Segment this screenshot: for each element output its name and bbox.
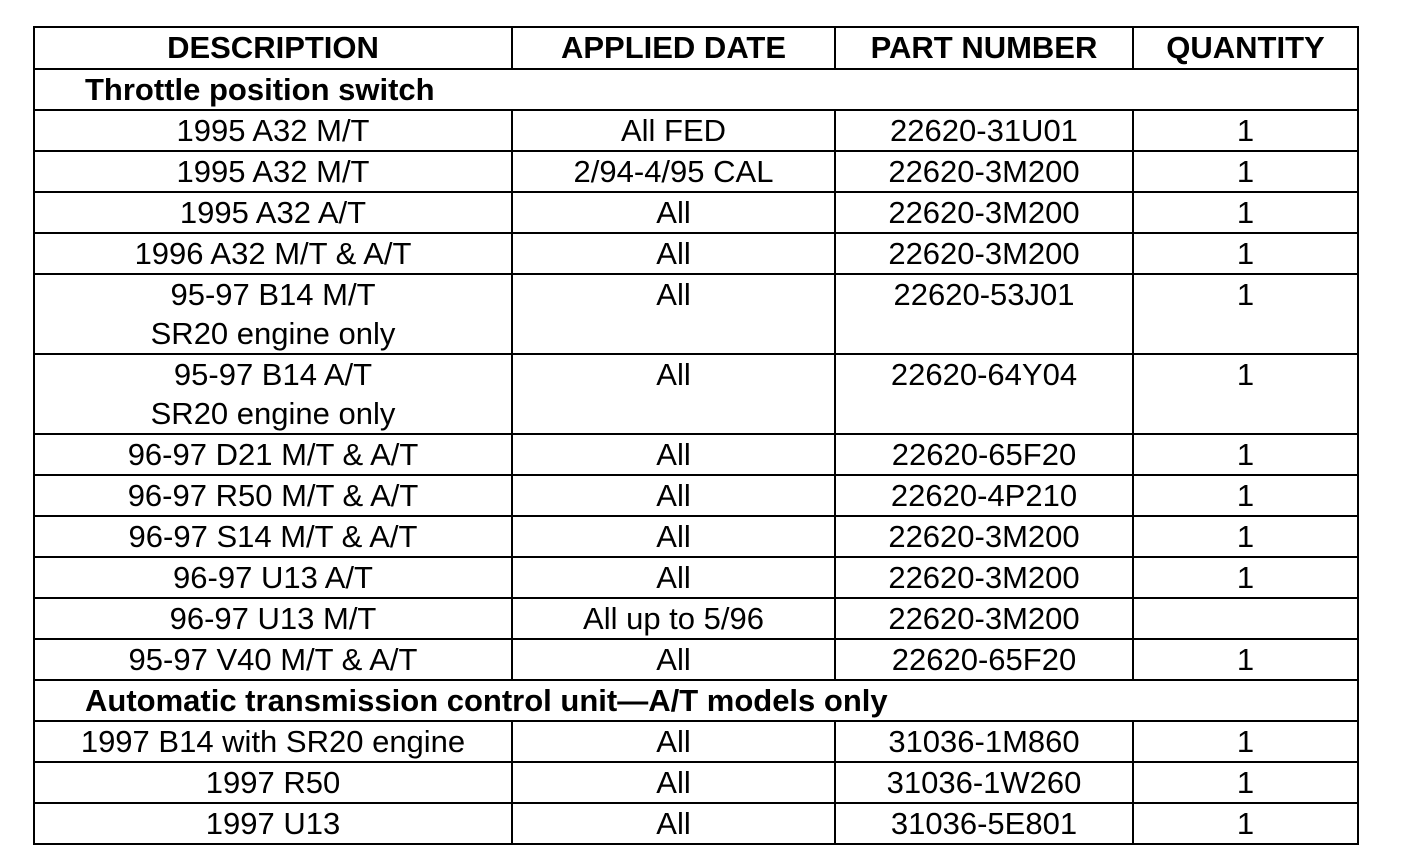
cell-part-number: 31036-5E801: [835, 803, 1133, 844]
section-title: Automatic transmission control unit—A/T models only: [34, 680, 1358, 721]
description-line: 95-97 B14 A/T: [173, 357, 373, 392]
description-line: 96-97 U13 M/T: [169, 601, 377, 636]
section-row: [34, 680, 1358, 721]
table-row: [34, 598, 1358, 639]
cell-quantity: 1: [1133, 354, 1358, 434]
table-row: [34, 233, 1358, 274]
cell-part-number: 22620-3M200: [835, 516, 1133, 557]
section-title: Throttle position switch: [34, 69, 1358, 110]
cell-applied-date: All up to 5/96: [512, 598, 835, 639]
cell-part-number: 22620-3M200: [835, 598, 1133, 639]
header-row: [34, 27, 1358, 69]
cell-description: [34, 598, 512, 639]
header-part-number: PART NUMBER: [835, 27, 1133, 69]
cell-description: [34, 354, 512, 434]
cell-description: [34, 721, 512, 762]
cell-part-number: 22620-31U01: [835, 110, 1133, 151]
cell-applied-date: All: [512, 233, 835, 274]
table-row: [34, 274, 1358, 354]
cell-description: [34, 639, 512, 680]
description-line: 1997 B14 with SR20 engine: [80, 724, 466, 759]
cell-applied-date: All: [512, 434, 835, 475]
description-line: 96-97 R50 M/T & A/T: [127, 478, 419, 513]
cell-applied-date: All: [512, 557, 835, 598]
section-row: [34, 69, 1358, 110]
cell-part-number: 22620-64Y04: [835, 354, 1133, 434]
cell-applied-date: All: [512, 639, 835, 680]
parts-table: [33, 26, 1359, 845]
cell-quantity: 1: [1133, 557, 1358, 598]
cell-quantity: 1: [1133, 516, 1358, 557]
table-row: [34, 354, 1358, 434]
cell-applied-date: All: [512, 354, 835, 434]
table-row: [34, 557, 1358, 598]
cell-quantity: 1: [1133, 192, 1358, 233]
table-row: [34, 475, 1358, 516]
description-line: SR20 engine only: [150, 396, 396, 431]
cell-quantity: 1: [1133, 721, 1358, 762]
cell-description: [34, 516, 512, 557]
description-line: 1997 U13: [205, 806, 341, 841]
cell-part-number: 22620-65F20: [835, 434, 1133, 475]
cell-quantity: 1: [1133, 762, 1358, 803]
table-row: [34, 762, 1358, 803]
cell-part-number: 31036-1M860: [835, 721, 1133, 762]
description-line: 1996 A32 M/T & A/T: [134, 236, 412, 271]
cell-quantity: 1: [1133, 151, 1358, 192]
header-quantity: QUANTITY: [1133, 27, 1358, 69]
cell-quantity: 1: [1133, 803, 1358, 844]
cell-description: [34, 151, 512, 192]
description-line: 96-97 U13 A/T: [173, 560, 373, 595]
table-row: [34, 151, 1358, 192]
table-body: [34, 69, 1358, 844]
cell-description: [34, 192, 512, 233]
cell-part-number: 22620-65F20: [835, 639, 1133, 680]
table-row: [34, 803, 1358, 844]
description-line: 96-97 D21 M/T & A/T: [127, 437, 419, 472]
header-description: DESCRIPTION: [34, 27, 512, 69]
description-line: 95-97 B14 M/T: [170, 277, 376, 312]
cell-part-number: 22620-4P210: [835, 475, 1133, 516]
cell-quantity: [1133, 598, 1358, 639]
description-line: 95-97 V40 M/T & A/T: [128, 642, 418, 677]
cell-description: [34, 475, 512, 516]
cell-description: [34, 762, 512, 803]
cell-applied-date: All: [512, 516, 835, 557]
cell-quantity: 1: [1133, 639, 1358, 680]
table-row: [34, 110, 1358, 151]
table-row: [34, 639, 1358, 680]
cell-quantity: 1: [1133, 434, 1358, 475]
description-line: SR20 engine only: [150, 316, 396, 351]
description-line: 1995 A32 M/T: [176, 154, 370, 189]
description-line: 96-97 S14 M/T & A/T: [128, 519, 418, 554]
cell-applied-date: All: [512, 762, 835, 803]
header-applied-date: APPLIED DATE: [512, 27, 835, 69]
cell-quantity: 1: [1133, 274, 1358, 354]
cell-applied-date: All: [512, 803, 835, 844]
cell-description: [34, 110, 512, 151]
table-row: [34, 192, 1358, 233]
cell-part-number: 22620-3M200: [835, 233, 1133, 274]
cell-description: [34, 434, 512, 475]
cell-part-number: 22620-3M200: [835, 557, 1133, 598]
cell-part-number: 22620-3M200: [835, 192, 1133, 233]
table-row: [34, 434, 1358, 475]
cell-description: [34, 803, 512, 844]
cell-quantity: 1: [1133, 233, 1358, 274]
description-line: 1995 A32 M/T: [176, 113, 370, 148]
cell-applied-date: All: [512, 721, 835, 762]
cell-quantity: 1: [1133, 110, 1358, 151]
table-row: [34, 516, 1358, 557]
cell-quantity: 1: [1133, 475, 1358, 516]
cell-part-number: 22620-53J01: [835, 274, 1133, 354]
cell-description: [34, 557, 512, 598]
cell-part-number: 22620-3M200: [835, 151, 1133, 192]
cell-applied-date: All: [512, 475, 835, 516]
cell-applied-date: All: [512, 274, 835, 354]
cell-part-number: 31036-1W260: [835, 762, 1133, 803]
cell-applied-date: All FED: [512, 110, 835, 151]
description-line: 1997 R50: [205, 765, 341, 800]
cell-description: [34, 233, 512, 274]
cell-description: [34, 274, 512, 354]
table-row: [34, 721, 1358, 762]
cell-applied-date: All: [512, 192, 835, 233]
cell-applied-date: 2/94-4/95 CAL: [512, 151, 835, 192]
description-line: 1995 A32 A/T: [179, 195, 367, 230]
